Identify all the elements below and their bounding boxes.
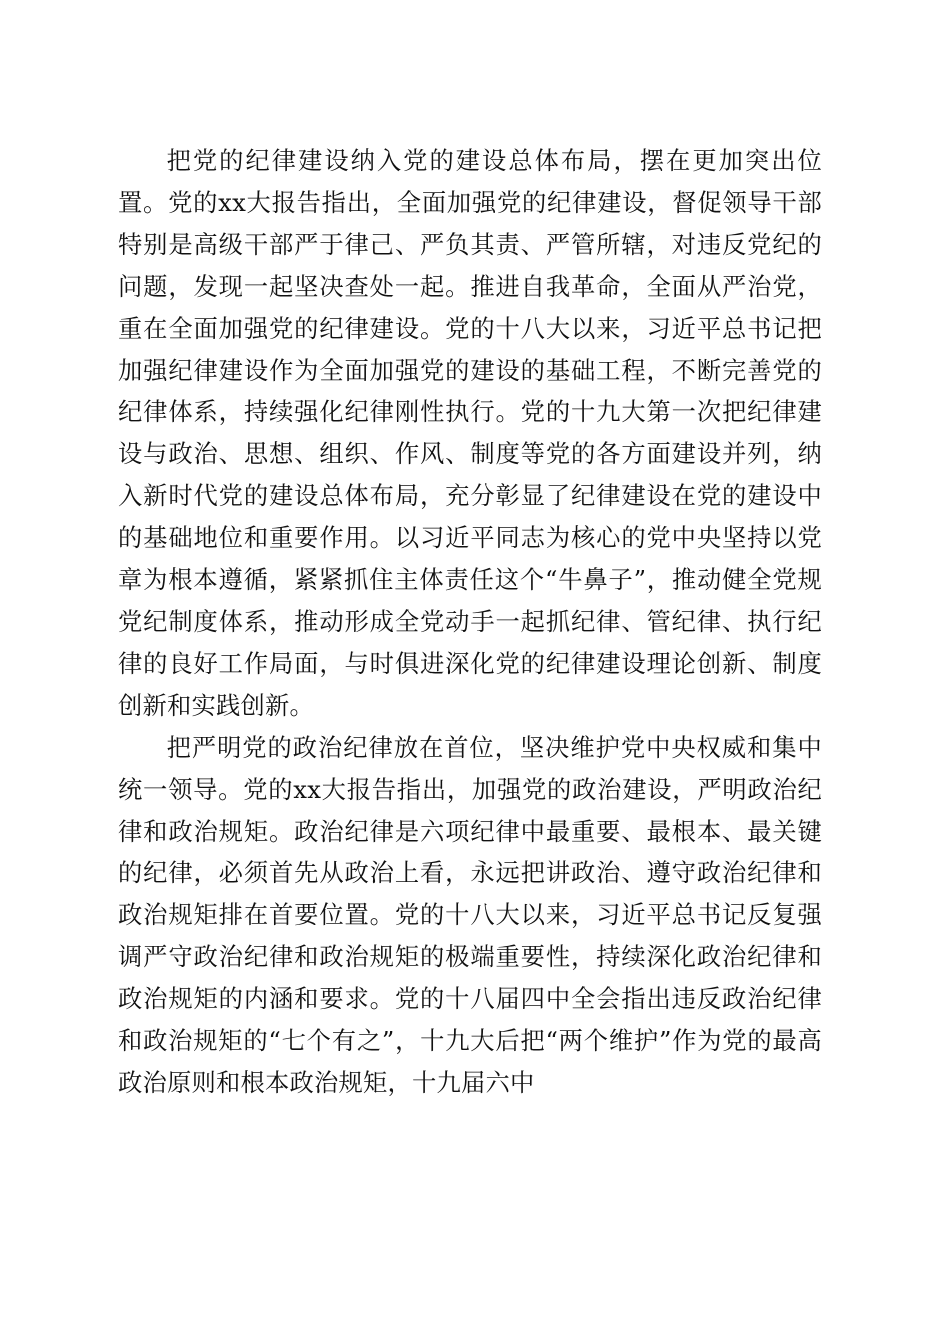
document-body — [118, 140, 822, 1104]
paragraph-discipline-building: 把党的纪律建设纳入党的建设总体布局，摆在更加突出位置。党的xx大报告指出，全面加强党的纪律建设，督促领导干部特别是高级干部严于律己、严负其责、严管所辖，对违反党纪的问题，发现一起坚决查处一起。推进自我革命，全面从严治党，重在全面加强党的纪律建设。党的十八大以来，习近平总书记把加强纪律建设作为全面加强党的建设的基础工程，不断完善党的纪律体系，持续强化纪律刚性执行。党的十九大第一次把纪律建设与政治、思想、组织、作风、制度等党的各方面建设并列，纳入新时代党的建设总体布局，充分彰显了纪律建设在党的建设中的基础地位和重要作用。以习近平同志为核心的党中央坚持以党章为根本遵循，紧紧抓住主体责任这个“牛鼻子”，推动健全党规党纪制度体系，推动形成全党动手一起抓纪律、管纪律、执行纪律的良好工作局面，与时俱进深化党的纪律建设理论创新、制度创新和实践创新。 — [118, 146, 822, 720]
paragraph-political-discipline: 把严明党的政治纪律放在首位，坚决维护党中央权威和集中统一领导。党的xx大报告指出，加强党的政治建设，严明政治纪律和政治规矩。政治纪律是六项纪律中最重要、最根本、最关键的纪律，必须首先从政治上看，永远把讲政治、遵守政治纪律和政治规矩排在首要位置。党的十八大以来，习近平总书记反复强调严守政治纪律和政治规矩的极端重要性，持续深化政治纪律和政治规矩的内涵和要求。党的十八届四中全会指出违反政治纪律和政治规矩的“七个有之”，十九大后把“两个维护”作为党的最高政治原则和根本政治规矩，十九届六中 — [118, 732, 822, 1097]
